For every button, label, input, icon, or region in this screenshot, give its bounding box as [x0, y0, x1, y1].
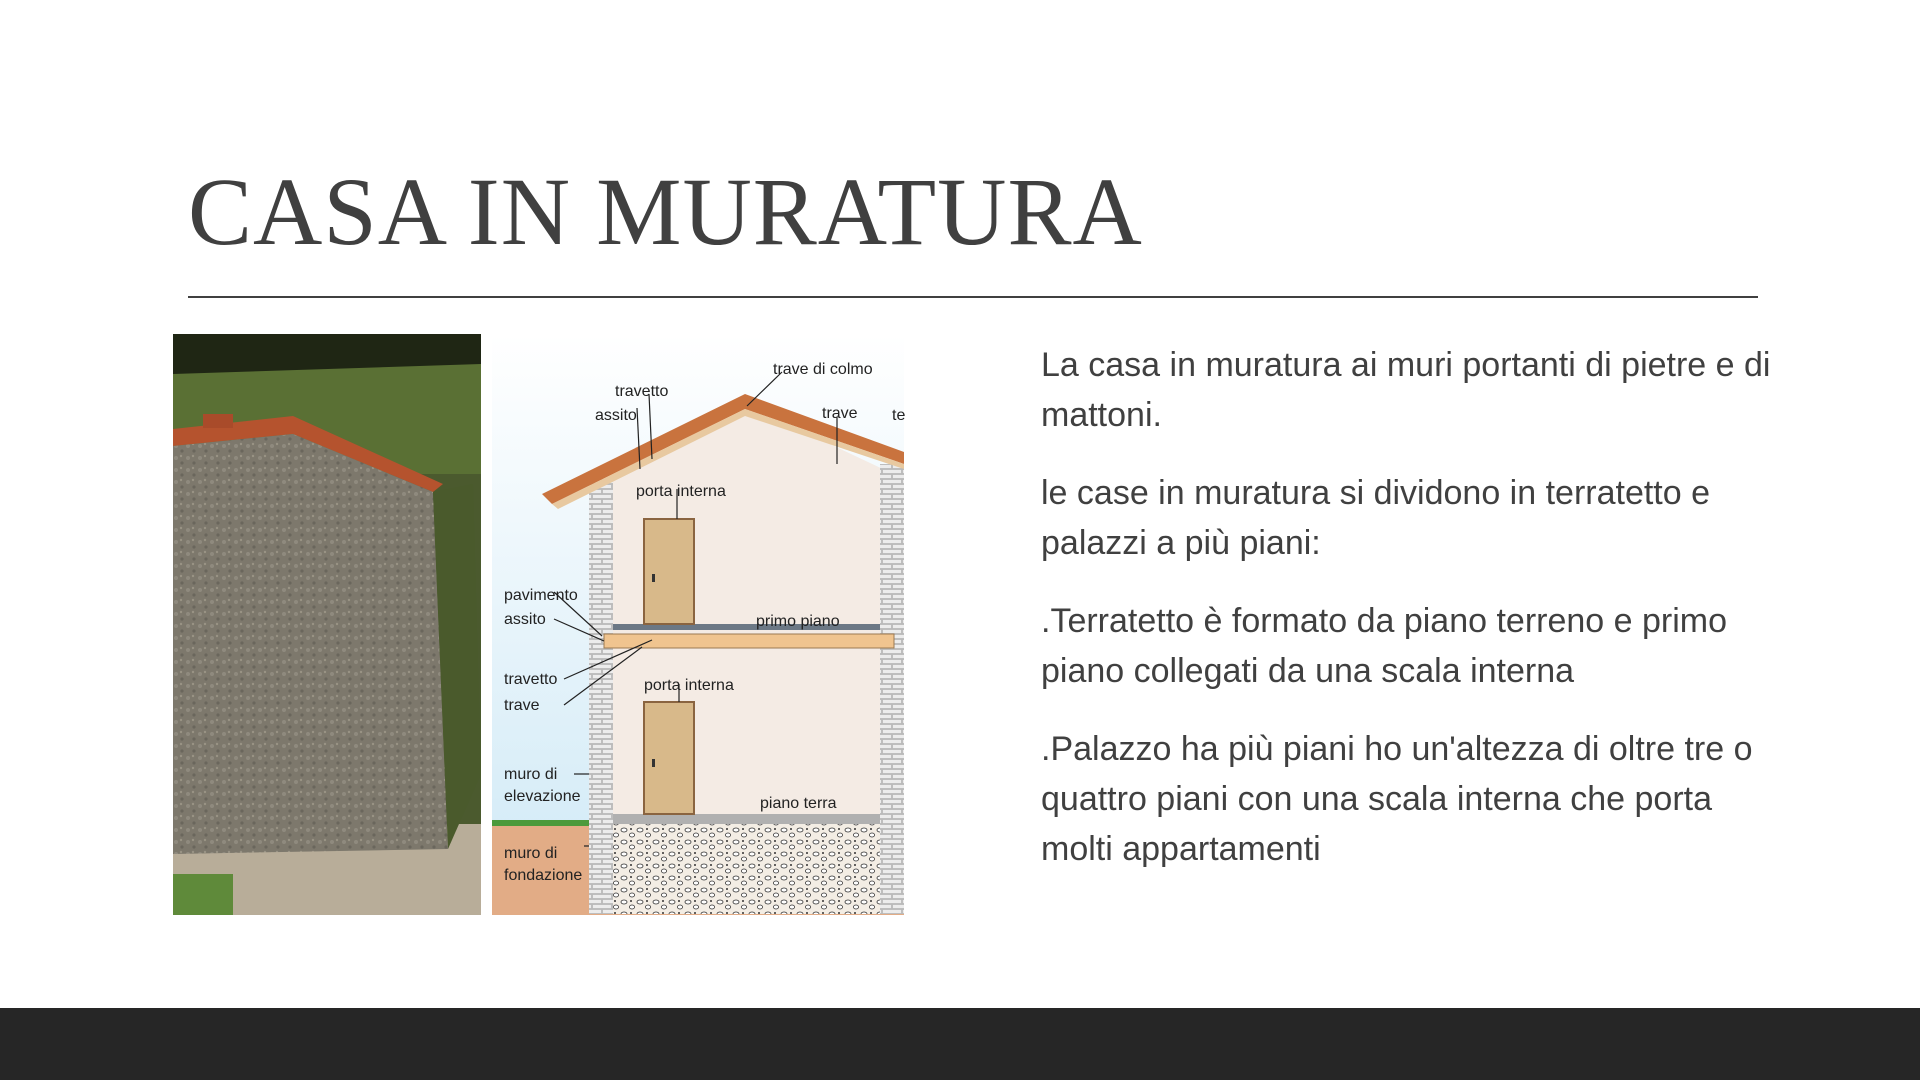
house-section-diagram: [492, 334, 904, 915]
label-trave-di-colmo: trave di colmo: [773, 361, 873, 378]
label-porta-interna-top: porta interna: [636, 483, 726, 500]
slide-title: CASA IN MURATURA: [188, 158, 1143, 265]
label-assito-top: assito: [595, 407, 637, 424]
label-pavimento: pavimento: [504, 587, 578, 604]
label-elevazione: elevazione: [504, 788, 581, 805]
label-primo-piano: primo piano: [756, 613, 840, 630]
paragraph-2: le case in muratura si dividono in terratetto e palazzi a più piani:: [1041, 474, 1711, 562]
title-divider: [188, 296, 1758, 298]
label-travetto-mid: travetto: [504, 671, 558, 688]
label-piano-terra: piano terra: [760, 795, 837, 812]
label-trave-top: trave: [822, 405, 858, 422]
label-assito-mid: assito: [504, 611, 546, 628]
stone-house-photo: [173, 334, 481, 915]
label-muro-di: muro di: [504, 766, 558, 783]
label-porta-interna-bottom: porta interna: [644, 677, 734, 694]
slide-body: [1041, 340, 1771, 902]
label-trave-mid: trave: [504, 697, 540, 714]
footer-bar: [0, 1008, 1920, 1080]
paragraph-3: .Terratetto è formato da piano terreno e primo piano collegati da una scala interna: [1041, 602, 1728, 690]
label-fondazione: fondazione: [504, 867, 583, 884]
label-te: te: [892, 407, 906, 424]
paragraph-4: .Palazzo ha più piani ho un'altezza di oltre tre o quattro piani con una scala interna che porta molti appartamenti: [1041, 730, 1753, 868]
label-muro-di-2: muro di: [504, 845, 558, 862]
label-travetto-top: travetto: [615, 383, 669, 400]
paragraph-1: La casa in muratura ai muri portanti di pietre e di mattoni.: [1041, 346, 1771, 434]
